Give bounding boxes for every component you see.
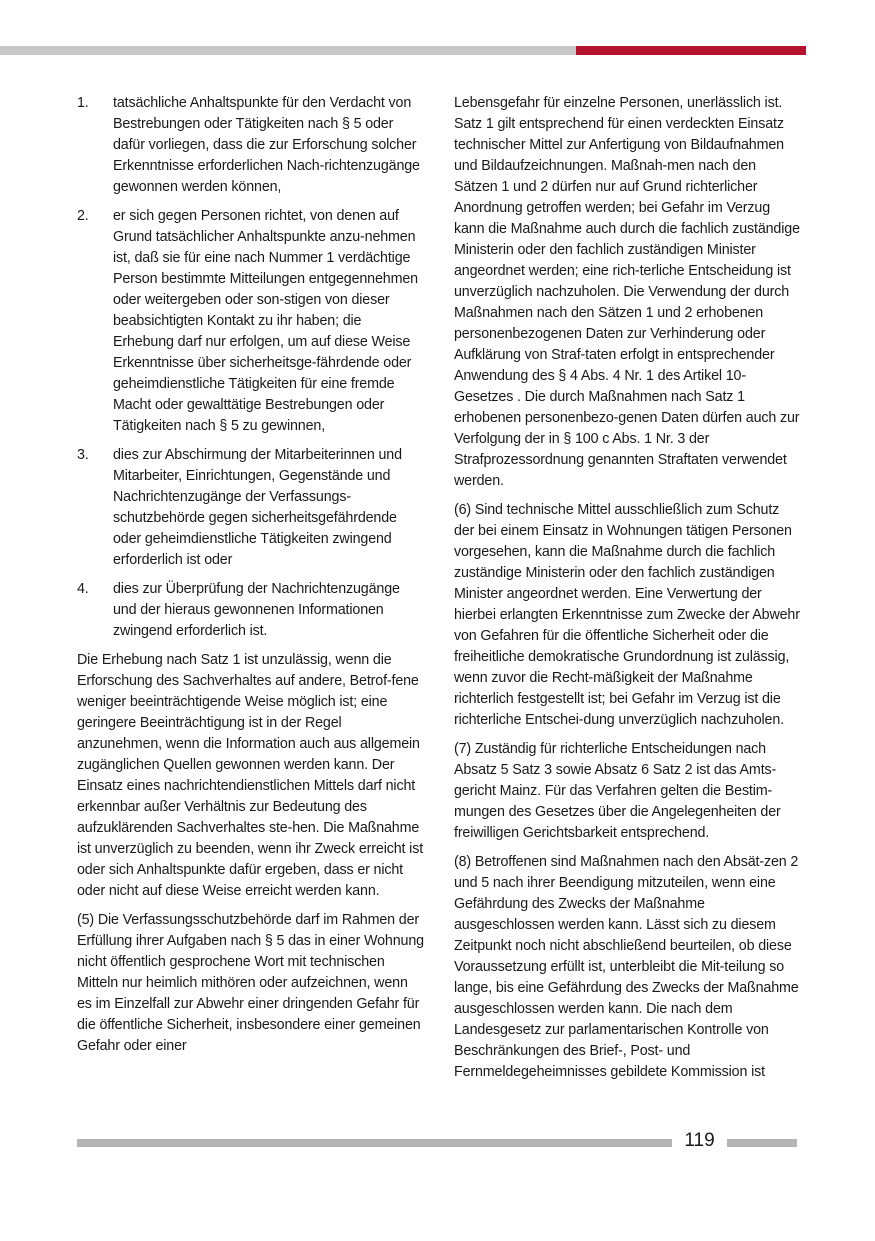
right-column bbox=[454, 93, 802, 1091]
paragraph-8: (8) Betroffenen sind Maßnahmen nach den Absät-zen 2 und 5 nach ihrer Beendigung mitzuteilen, wenn eine Gefährdung des Zwecks der Maßnahme ausgeschlossen werden kann. Lässt sich zu diesem Zeitpunkt noch nicht abschließend beurteilen, ob diese Voraussetzung erfüllt ist, unterbleibt die Mit-teilung so lange, bis eine Gefährdung des Zwecks der Maßnahme ausgeschlossen werden kann. Die nach dem Landesgesetz zur parlamentarischen Kontrolle von Beschränkungen des Brief-, Post- und Fernmeldegeheimnisses gebildete Kommission ist bbox=[454, 854, 799, 1080]
footer-bar-left bbox=[77, 1139, 672, 1147]
numbered-list bbox=[77, 93, 425, 642]
paragraph-6: (6) Sind technische Mittel ausschließlich zum Schutz der bei einem Einsatz in Wohnungen tätigen Personen vorgesehen, kann die Maßnahme durch die fachlich zuständige Ministerin oder den fachlich zuständigen Minister angeordnet werden. Eine Verwertung der hierbei erlangten Erkenntnisse zum Zwecke der Abwehr von Gefahren für die öffentliche Sicherheit oder die freiheitliche demokratische Grundordnung ist zulässig, wenn zuvor die Recht-mäßigkeit der Maßnahme richterlich festgestellt ist; bei Gefahr im Verzug ist die richterliche Entschei-dung unverzüglich nachzuholen. bbox=[454, 502, 800, 728]
list-item-text: dies zur Überprüfung der Nachrichtenzugänge und der hieraus gewonnenen Informationen zwingend erforderlich ist. bbox=[113, 581, 400, 639]
list-item-text: dies zur Abschirmung der Mitarbeiterinnen und Mitarbeiter, Einrichtungen, Gegenstände und Nachrichtenzugänge der Verfassungs-schutzbehörde gegen sicherheitsgefährdende oder geheimdienstliche Tätigkeiten zwingend erforderlich ist oder bbox=[113, 447, 402, 568]
list-item-text: tatsächliche Anhaltspunkte für den Verdacht von Bestrebungen oder Tätigkeiten nach § 5 oder dafür vorliegen, dass die zur Erforschung solcher Erkenntnisse erforderlichen Nach-richtenzugänge gewonnen werden können, bbox=[113, 95, 420, 195]
paragraph-5-continued: Lebensgefahr für einzelne Personen, unerlässlich ist. Satz 1 gilt entsprechend für einen verdeckten Einsatz technischer Mittel zur Anfertigung von Bildaufnahmen und Bildaufzeichnungen. Maßnah-men nach den Sätzen 1 und 2 dürfen nur auf Grund richterlicher Anordnung getroffen werden; bei Gefahr im Verzug kann die Maßnahme auch durch die fachlich zuständige Ministerin oder den fachlich zuständigen Minister angeordnet werden; eine rich-terliche Entscheidung ist unverzüglich nachzuholen. Die Verwendung der durch Maßnahmen nach den Sätzen 1 und 2 erhobenen personenbezogenen Daten zur Verhinderung oder Aufklärung von Straf-taten erfolgt in entsprechender Anwendung des § 4 Abs. 4 Nr. 1 des Artikel 10-Gesetzes . Die durch Maßnahmen nach Satz 1 erhobenen personenbezo-genen Daten dürfen auch zur Verfolgung der in § 100 c Abs. 1 Nr. 3 der Strafprozessordnung genannten Straftaten verwendet werden. bbox=[454, 95, 800, 489]
paragraph-7: (7) Zuständig für richterliche Entscheidungen nach Absatz 5 Satz 3 sowie Absatz 6 Satz 2 ist das Amts-gericht Mainz. Für das Verfahren gelten die Bestim-mungen des Gesetzes über die Angelegenheiten der freiwilligen Gerichtsbarkeit entsprechend. bbox=[454, 741, 781, 841]
footer-bar-right bbox=[727, 1139, 797, 1147]
paragraph-5: (5) Die Verfassungsschutzbehörde darf im Rahmen der Erfüllung ihrer Aufgaben nach § 5 das in einer Wohnung nicht öffentlich gesprochene Wort mit technischen Mitteln nur heimlich mithören oder aufzeichnen, wenn es im Einzelfall zur Abwehr einer dringenden Gefahr für die öffentliche Sicherheit, insbesondere einer gemeinen Gefahr oder einer bbox=[77, 912, 424, 1054]
paragraph-erhebung-unzulaessig: Die Erhebung nach Satz 1 ist unzulässig, wenn die Erforschung des Sachverhaltes auf andere, Betrof-fene weniger beeinträchtigende Weise möglich ist; eine geringere Beeinträchtigung ist in der Regel anzunehmen, wenn die Information auch aus allgemein zugänglichen Quellen gewonnen werden kann. Der Einsatz eines nachrichtendienstlichen Mittels darf nicht erkennbar außer Verhältnis zur Bedeutung des aufzuklärenden Sachverhaltes ste-hen. Die Maßnahme ist unverzüglich zu beenden, wenn ihr Zweck erreicht ist oder sich Anhaltspunkte dafür ergeben, dass er nicht oder nicht auf diese Weise erreicht werden kann. bbox=[77, 652, 424, 899]
list-item-text: er sich gegen Personen richtet, von denen auf Grund tatsächlicher Anhaltspunkte anzu-nehmen ist, daß sie für eine nach Nummer 1 verdächtige Person bestimmte Mitteilungen entgegennehmen oder weitergeben oder son-stigen von dieser beabsichtigten Kontakt zu ihr haben; die Erhebung darf nur erfolgen, um auf diese Weise Erkenntnisse über sicherheitsge-fährdende oder geheimdienstliche Tätigkeiten für eine fremde Macht oder gewalttätige Bestrebungen oder Tätigkeiten nach § 5 zu gewinnen, bbox=[113, 208, 418, 434]
page-number: 119 bbox=[684, 1130, 715, 1151]
header-bar-accent bbox=[576, 46, 806, 55]
list-item bbox=[77, 206, 425, 437]
list-item bbox=[77, 579, 425, 642]
left-column bbox=[77, 93, 425, 1065]
list-item bbox=[77, 93, 425, 198]
header-bar-gray bbox=[0, 46, 576, 55]
list-item-number: 2. bbox=[77, 208, 89, 224]
list-item bbox=[77, 445, 425, 571]
list-item-number: 1. bbox=[77, 95, 89, 111]
list-item-number: 4. bbox=[77, 581, 89, 597]
list-item-number: 3. bbox=[77, 447, 89, 463]
